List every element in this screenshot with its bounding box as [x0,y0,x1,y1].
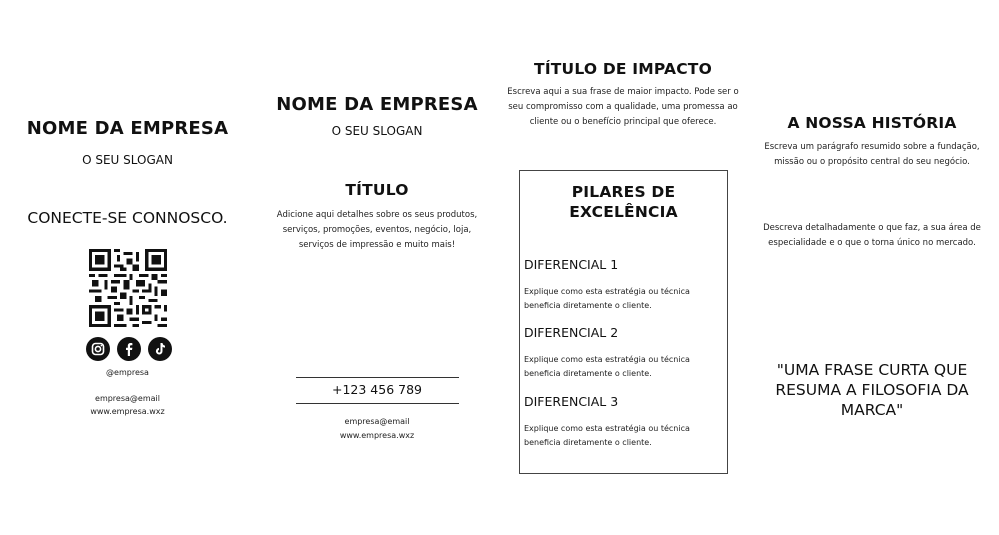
panel-history [745,0,999,535]
slogan: O SEU SLOGAN [82,153,173,167]
intro-line: cliente ou o benefício principal que oferece. [529,117,717,127]
intro-line: Escreva aqui a sua frase de maior impacto. Pode ser o [507,87,739,97]
divider [296,403,459,404]
history-line: Escreva um parágrafo resumido sobre a fundação, [764,142,980,152]
social-icons [86,337,172,363]
quote-line: RESUMA A FILOSOFIA DA [775,381,969,399]
pillars-title-line: EXCELÊNCIA [569,203,678,221]
description-line: serviços, promoções, eventos, negócio, loja, [282,225,472,235]
phone-number: +123 456 789 [332,382,422,397]
section-title: TÍTULO [345,181,409,199]
website: www.empresa.wxz [90,407,165,416]
email: empresa@email [95,394,160,403]
description-line: serviços de impressão e muito mais! [298,240,456,250]
quote-line: MARCA" [840,401,904,419]
intro-line: seu compromisso com a qualidade, uma promessa ao [508,102,738,112]
detail-line: Descreva detalhadamente o que faz, a sua área de [763,223,981,233]
pillars-title-line: PILARES DE [571,183,676,201]
slogan: O SEU SLOGAN [331,124,423,138]
divider [296,377,459,378]
impact-title: TÍTULO DE IMPACTO [534,60,712,78]
pillar-item-desc: Explique como esta estratégia ou técnica [524,355,690,364]
email: empresa@email [344,417,410,426]
detail-line: especialidade e o que o torna único no mercado. [768,238,976,248]
website: www.empresa.wxz [339,431,415,440]
pillar-item-title: DIFERENCIAL 1 [524,257,619,272]
history-title: A NOSSA HISTÓRIA [787,114,957,132]
description-line: Adicione aqui detalhes sobre os seus produtos, [276,210,478,220]
qr-code [89,249,167,327]
pillar-item-desc: beneficia diretamente o cliente. [524,301,652,310]
pillar-item-desc: beneficia diretamente o cliente. [524,369,652,378]
pillar-item-desc: Explique como esta estratégia ou técnica [524,424,690,433]
panel-front-cover [0,0,255,535]
pillars-box [519,170,728,474]
panel-products [252,0,502,535]
pillar-item-desc: beneficia diretamente o cliente. [524,438,652,447]
quote-line: "UMA FRASE CURTA QUE [776,361,968,379]
company-name: NOME DA EMPRESA [276,94,478,115]
facebook-icon[interactable] [117,337,141,361]
history-line: missão ou o propósito central do seu negócio. [774,157,970,167]
social-handle: @empresa [106,368,149,377]
company-name: NOME DA EMPRESA [26,118,229,139]
pillar-item-desc: Explique como esta estratégia ou técnica [524,287,690,296]
pillar-item-title: DIFERENCIAL 3 [524,394,619,409]
instagram-icon[interactable] [86,337,110,361]
pillar-item-title: DIFERENCIAL 2 [524,325,619,340]
connect-heading: CONECTE-SE CONNOSCO. [27,209,228,227]
tiktok-icon[interactable] [148,337,172,361]
